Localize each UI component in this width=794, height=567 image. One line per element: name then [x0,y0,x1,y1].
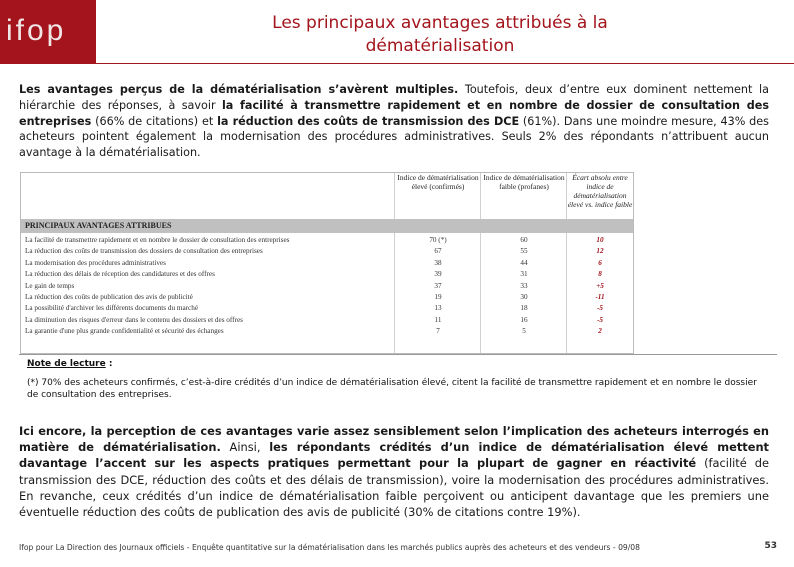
analysis-text-2: (facilité de transmission des DCE, réduction des coûts et des délais de transmission), voire la modernisation des procédures administratives. En revanche, ceux crédités d’un indice de dématérialisation faible perçoivent ou anticipent davantage que les premiers une éventuelle réduction des coûts de publication des avis de publicité (30% de citations contre 19%). [19,456,769,520]
row-value-gap: +5 [596,281,604,290]
row-value-high: 67 [434,247,442,256]
table-row [21,235,633,246]
row-label: La possibilité d'archiver les différents documents du marché [25,304,199,313]
page-title [110,12,770,58]
row-value-low: 5 [522,327,526,336]
title-line-2: dématérialisation [365,36,515,56]
table-row [21,303,633,314]
figure-section-label: PRINCIPAUX AVANTAGES ATTRIBUES [25,221,172,230]
page-number: 53 [764,541,777,551]
intro-bold-3: la réduction des coûts de transmission des DCE [217,114,520,128]
row-value-low: 44 [520,258,528,267]
row-label: La diminution des risques d'erreur dans le contenu des dossiers et des offres [25,315,243,324]
row-value-high: 38 [434,258,442,267]
ifop-logo [0,0,96,64]
reading-note-label: Note de lecture [27,359,106,369]
analysis-bold-2: les répondants crédités d’un indice de dématérialisation élevé mettent davantage l’accent sur les aspects pratiques permettant pour la plupart de gagner en réactivité [19,440,769,471]
row-value-high: 7 [436,327,440,336]
row-value-gap: -5 [597,315,603,324]
analysis-text-1: Ainsi, [220,440,270,455]
row-value-high: 13 [434,304,442,313]
row-value-low: 31 [520,270,528,279]
row-label: La réduction des coûts de transmission des dossiers de consultation des entreprises [25,247,263,256]
advantages-table-figure [20,172,634,354]
analysis-paragraph [19,423,769,520]
row-value-gap: -5 [597,304,603,313]
figure-header-high-index: Indice de dématérialisation élevé (confirmés) [397,173,479,191]
row-value-low: 33 [520,281,528,290]
row-value-gap: -11 [595,293,605,301]
row-value-gap: 8 [598,270,602,279]
table-row [21,246,633,257]
intro-bold-2: la facilité à transmettre rapidement et en nombre de dossier de consultation des entreprises [19,98,769,128]
row-value-high: 11 [434,315,442,324]
table-row [21,315,633,326]
reading-note-title [27,359,112,369]
intro-bold-1: Les avantages perçus de la dématérialisation s’avèrent multiples. [19,83,459,96]
row-value-low: 60 [520,236,528,244]
intro-paragraph [19,82,769,161]
title-line-1: Les principaux avantages attribués à la [272,13,608,33]
title-divider [96,63,794,64]
table-row [21,326,633,337]
row-value-low: 30 [520,293,528,301]
row-value-low: 16 [520,315,528,324]
row-label: Le gain de temps [25,281,75,290]
figure-header-low-index: Indice de dématérialisation faible (profanes) [483,173,565,191]
table-row [21,258,633,269]
row-value-high: 39 [434,270,442,279]
intro-text-2: (66% de citations) et [91,114,218,128]
reading-note-colon: : [105,359,113,369]
table-row [21,269,633,280]
row-value-low: 18 [520,304,528,313]
analysis-bold-1: Ici encore, la perception de ces avantages varie assez sensiblement selon l’implication des acheteurs interrogés en matière de dématérialisation. [19,424,769,455]
table-row [21,281,633,292]
row-value-high: 37 [434,281,442,290]
figure-section-band [21,219,633,233]
row-value-gap: 10 [596,236,604,244]
intro-text-1: Toutefois, deux d’entre eux dominent nettement la hiérarchie des réponses, à savoir [19,83,769,112]
row-label: La modernisation des procédures administratives [25,258,166,267]
table-row [21,292,633,303]
row-label: La garantie d'une plus grande confidentialité et sécurité des échanges [25,327,224,336]
row-value-high: 70 (*) [429,236,447,244]
row-value-gap: 6 [598,258,602,267]
row-value-gap: 2 [598,327,602,336]
row-value-gap: 12 [596,247,604,256]
row-label: La réduction des coûts de publication des avis de publicité [25,293,193,301]
reading-note-text: (*) 70% des acheteurs confirmés, c’est-à-dire crédités d’un indice de dématérialisation élevé, citent la facilité de transmettre rapidement et en nombre le dossier de consultation des entreprises. [27,378,757,400]
row-label: La facilité de transmettre rapidement et en nombre le dossier de consultation des entreprises [25,236,290,244]
intro-text-3: (61%). Dans une moindre mesure, 43% des acheteurs pointent également la modernisation des procédures administratives. Seuls 2% des répondants n’attribuent aucun avantage à la dématérialisation. [19,114,769,160]
row-label: La réduction des délais de réception des candidatures et des offres [25,270,215,279]
reading-note [19,354,777,402]
logo-text: ifop [6,14,67,47]
page-footer: Ifop pour La Direction des Journaux officiels - Enquête quantitative sur la dématérialisation dans les marchés publics auprès des acheteurs et des vendeurs - 09/08 [19,543,640,552]
figure-header-gap: Écart absolu entre indice de dématérialisation élevé vs. indice faible [567,173,633,209]
row-value-high: 19 [434,293,442,301]
row-value-low: 55 [520,247,528,256]
